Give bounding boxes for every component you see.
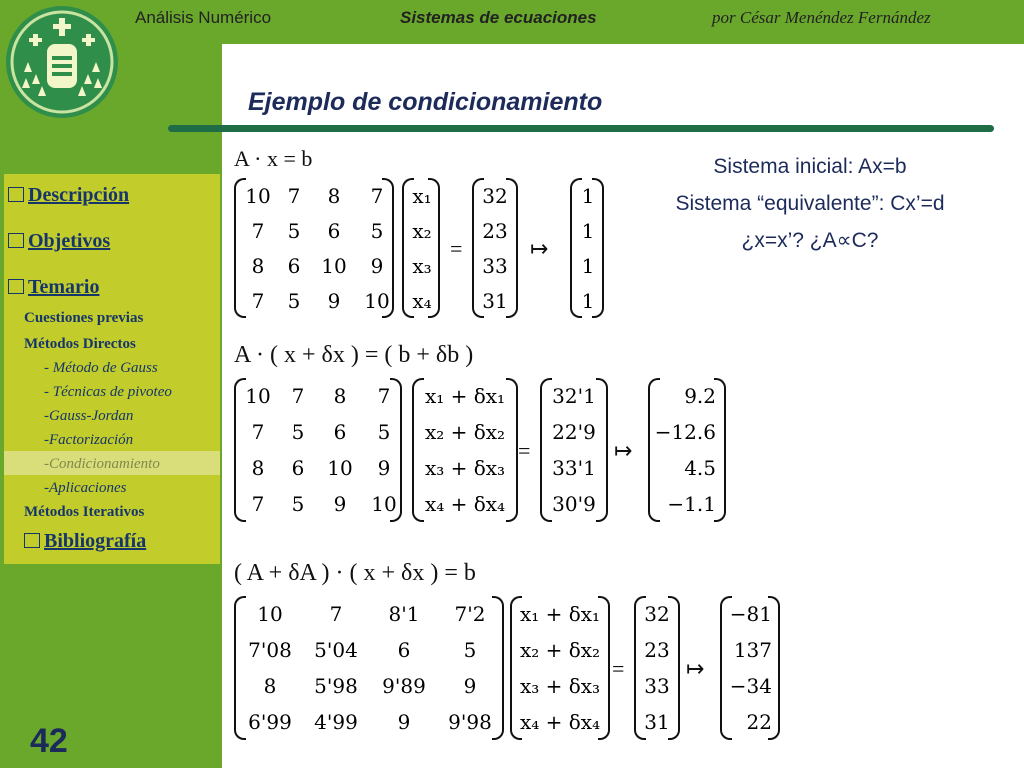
matrix-cell: 9 [397,710,411,734]
nav-pivoteo[interactable]: - Técnicas de pivoteo [44,384,172,400]
matrix-cell: 32'1 [552,384,596,408]
checkbox-icon [24,533,40,548]
matrix-cell: −12.6 [654,420,716,444]
matrix-cell: 8 [327,183,341,208]
slide-title: Ejemplo de condicionamiento [248,88,603,116]
matrix-cell: 32 [482,183,508,208]
note-line-3: ¿x=x’? ¿A∝C? [741,229,879,252]
bracket-right [506,378,518,522]
matrix-cell: 5'04 [314,638,358,662]
eq2-vector-b [540,378,608,522]
matrix-cell: 23 [482,218,508,243]
note-line-1: Sistema inicial: Ax=b [713,155,907,178]
matrix-cell: x₃ + δx₃ [519,674,601,698]
matrix-cell: −1.1 [667,492,716,516]
matrix-cell: 7 [251,420,265,444]
eq3-vector-b [634,596,680,740]
matrix-cell: 9'98 [448,710,492,734]
matrix-cell: x₂ + δx₂ [519,638,601,662]
folder-icon [8,279,24,294]
bracket-left [234,596,246,740]
mapsto-arrow: ↦ [686,656,705,681]
matrix-cell: 7 [287,183,301,208]
eq2-heading: A · ( x + δx ) = ( b + δb ) [234,342,474,368]
matrix-cell: 7 [251,492,265,516]
matrix-cell: 31 [482,288,508,313]
matrix-cell: 32 [644,602,670,626]
matrix-cell: 33'1 [552,456,596,480]
matrix-cell: −81 [729,602,772,626]
bracket-left [648,378,660,522]
author-name: por César Menéndez Fernández [712,8,931,27]
nav-gauss[interactable]: - Método de Gauss [44,360,158,376]
matrix-cell: 10 [327,456,353,480]
matrix-cell: 5 [377,420,391,444]
matrix-cell: 5 [370,218,384,243]
bracket-right [596,378,608,522]
nav-condicionamiento[interactable]: -Condicionamiento [44,456,160,472]
matrix-cell: 9 [333,492,347,516]
matrix-cell: 6 [333,420,347,444]
matrix-cell: 10 [245,384,271,408]
matrix-cell: x₄ + δx₄ [424,492,506,516]
bracket-left [570,178,582,318]
matrix-cell: 6 [287,253,301,278]
eq1-vector-solution [570,178,604,318]
matrix-cell: −34 [729,674,772,698]
eq3-heading: ( A + δA ) · ( x + δx ) = b [234,560,476,586]
equals-sign: = [612,656,625,681]
matrix-cell: 1 [581,288,595,313]
matrix-cell: 8 [251,456,265,480]
matrix-cell: 7 [251,218,265,243]
matrix-cell: 5 [287,218,301,243]
matrix-cell: x₃ [412,253,432,278]
bracket-right [492,596,504,740]
matrix-cell: 7 [251,288,265,313]
matrix-cell: 10 [371,492,397,516]
nav-gauss-jordan[interactable]: -Gauss-Jordan [44,408,134,424]
nav-descripcion[interactable]: Descripción [8,184,129,207]
matrix-cell: 4'99 [314,710,358,734]
matrix-cell: x₁ [412,183,432,208]
matrix-cell: 7 [377,384,391,408]
matrix-cell: 7 [291,384,305,408]
university-seal-icon [4,4,120,120]
matrix-cell: x₄ [412,288,432,313]
matrix-cell: 6 [291,456,305,480]
eq1-vector-x [402,178,440,318]
title-underline [168,125,994,132]
matrix-cell: 5 [463,638,477,662]
bracket-right [668,596,680,740]
equals-sign: = [518,438,531,463]
bracket-left [412,378,424,522]
matrix-cell: 1 [581,253,595,278]
matrix-cell: x₄ + δx₄ [519,710,601,734]
bracket-left [540,378,552,522]
matrix-cell: 1 [581,183,595,208]
nav-aplicaciones[interactable]: -Aplicaciones [44,480,127,496]
matrix-cell: 22'9 [552,420,596,444]
eq1-heading: A · x = b [234,146,313,171]
checkbox-icon [8,233,24,248]
matrix-cell: x₂ + δx₂ [424,420,506,444]
matrix-cell: 5 [291,420,305,444]
matrix-cell: 6 [397,638,411,662]
matrix-cell: 8 [333,384,347,408]
matrix-cell: 7 [370,183,384,208]
topic-name: Sistemas de ecuaciones [400,8,597,27]
matrix-cell: 23 [644,638,670,662]
matrix-cell: x₂ [412,218,432,243]
matrix-cell: 10 [321,253,347,278]
bracket-right [506,178,518,318]
matrix-cell: 4.5 [684,456,716,480]
nav-objetivos[interactable]: Objetivos [8,230,110,253]
nav-iterativos[interactable]: Métodos Iterativos [24,504,145,520]
matrix-cell: 9 [370,253,384,278]
matrix-cell: 8 [251,253,265,278]
bracket-left [234,178,246,318]
eq2-matrix-a [234,378,402,522]
notes-box [640,148,980,259]
eq1-matrix-a [234,178,394,318]
matrix-cell: 1 [581,218,595,243]
mapsto-arrow: ↦ [530,236,549,261]
mapsto-arrow: ↦ [614,438,633,463]
matrix-cell: x₃ + δx₃ [424,456,506,480]
matrix-cell: 5 [287,288,301,313]
matrix-cell: 8'1 [388,602,420,626]
nav-directos[interactable]: Métodos Directos [24,336,136,352]
matrix-cell: 33 [644,674,670,698]
nav-temario[interactable]: Temario [8,276,99,299]
matrix-cell: 9.2 [684,384,716,408]
eq3-matrix-a [234,596,504,740]
matrix-cell: 33 [482,253,508,278]
matrix-cell: 7'2 [454,602,486,626]
bracket-left [234,378,246,522]
navigation-panel [4,174,220,564]
matrix-cell: 22 [746,710,772,734]
matrix-cell: 7 [329,602,343,626]
matrix-cell: 6'99 [248,710,292,734]
matrix-cell: 9 [377,456,391,480]
matrix-cell: x₁ + δx₁ [424,384,506,408]
equals-sign: = [450,236,463,261]
eq2-vector-solution [648,378,726,522]
eq1-vector-b [472,178,518,318]
matrix-cell: 9 [463,674,477,698]
matrix-cell: 10 [245,183,271,208]
matrix-cell: 137 [733,638,772,662]
nav-bibliografia[interactable]: Bibliografía [24,530,146,553]
course-name: Análisis Numérico [135,8,272,27]
note-line-2: Sistema “equivalente”: Cx’=d [675,192,945,215]
matrix-cell: 5'98 [314,674,358,698]
eq3-vector-solution [720,596,780,740]
matrix-cell: 9 [327,288,341,313]
eq3-vector-x [510,596,610,740]
matrix-cell: x₁ + δx₁ [519,602,601,626]
matrix-cell: 8 [263,674,277,698]
matrix-cell: 10 [364,288,390,313]
eq2-vector-x [412,378,518,522]
checkbox-icon [8,187,24,202]
matrix-cell: 9'89 [382,674,426,698]
matrix-cell: 10 [257,602,283,626]
matrix-cell: 7'08 [248,638,292,662]
nav-factorizacion[interactable]: -Factorización [44,432,134,448]
matrix-cell: 6 [327,218,341,243]
matrix-cell: 5 [291,492,305,516]
matrix-cell: 30'9 [552,492,596,516]
matrix-cell: 31 [644,710,670,734]
nav-cuestiones[interactable]: Cuestiones previas [24,310,144,326]
page-number: 42 [30,722,68,760]
